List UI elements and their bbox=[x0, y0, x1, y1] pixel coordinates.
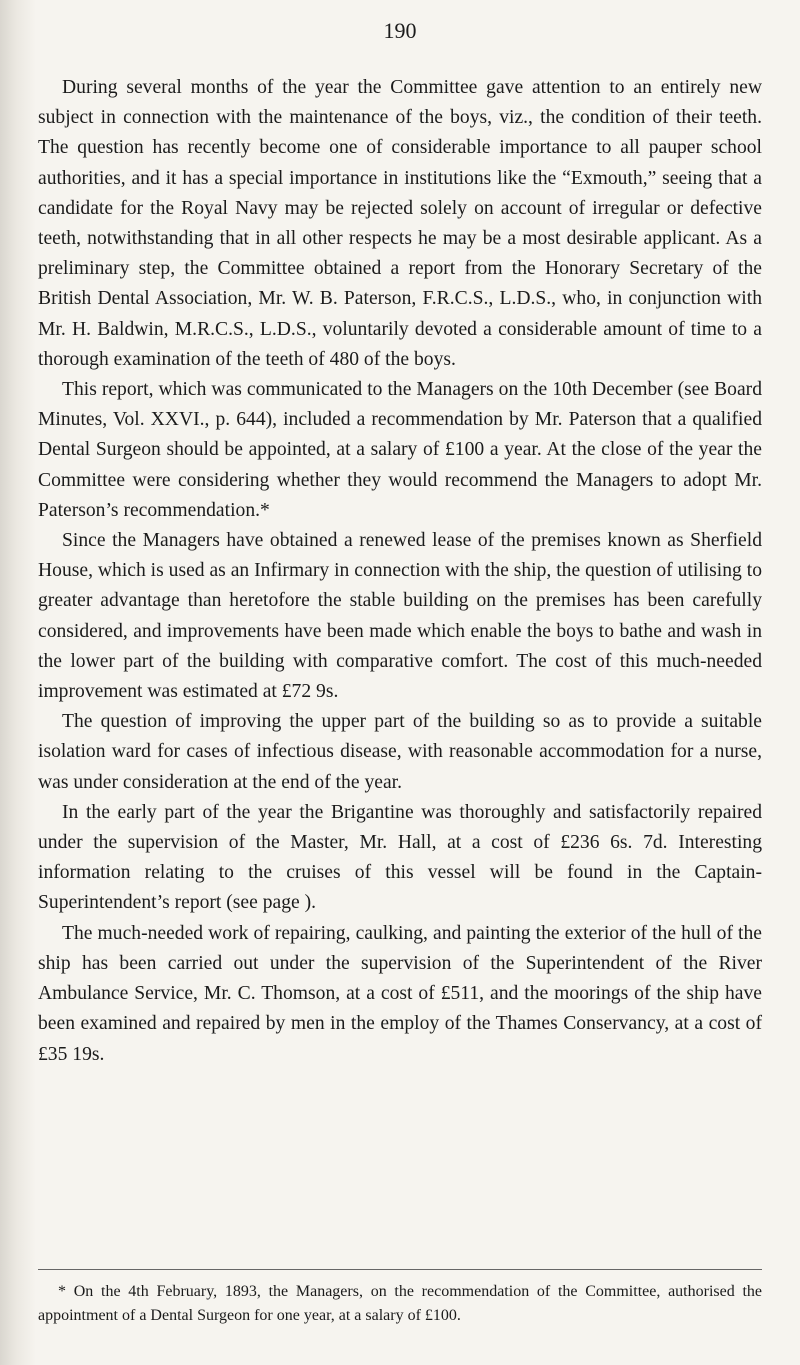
paragraph-sherfield-house: Since the Managers have obtained a renewed lease of the premises known as Sherfield House, which is used as an Infirmary in connection with the ship, the question of utilising to greater advantage than heretofore the stable building on the premises has been carefully considered, and improvements have been made which enable the boys to bathe and wash in the lower part of the building with comparative comfort. The cost of this much-needed improvement was estimated at £72 9s. bbox=[38, 530, 762, 703]
footnote: * On the 4th February, 1893, the Managers, on the recommendation of the Committee, authorised the appointment of a Dental Surgeon for one year, at a salary of £100. bbox=[38, 1283, 762, 1324]
paragraph-dental-report: This report, which was communicated to the Managers on the 10th December (see Board Minutes, Vol. XXVI., p. 644), included a recommendation by Mr. Paterson that a qualified Dental Surgeon should be appointed, at a salary of £100 a year. At the close of the year the Committee were considering whether they would recommend the Managers to adopt Mr. Paterson’s recommendation.* bbox=[38, 379, 762, 521]
paragraph-dental-examination: During several months of the year the Committee gave attention to an entirely new subject in connection with the maintenance of the boys, viz., the condition of their teeth. The question has recently become one of considerable importance to all pauper school authorities, and it has a special importance in institutions like the “Exmouth,” seeing that a candidate for the Royal Navy may be rejected solely on account of irregular or defective teeth, notwithstanding that in all other respects he may be a most desirable applicant. As a preliminary step, the Committee obtained a report from the Honorary Secretary of the British Dental Association, Mr. W. B. Paterson, F.R.C.S., L.D.S., who, in conjunction with Mr. H. Baldwin, M.R.C.S., L.D.S., voluntarily devoted a considerable amount of time to a thorough examination of the teeth of 480 of the boys. bbox=[38, 77, 762, 370]
paragraph-isolation-ward: The question of improving the upper part of the building so as to provide a suitable isolation ward for cases of infectious disease, with reasonable accommodation for a nurse, was under consideration at the end of the year. bbox=[38, 711, 762, 793]
body-text bbox=[38, 73, 762, 1070]
page-edge-shadow bbox=[0, 0, 36, 1365]
footnote-divider bbox=[38, 1269, 762, 1270]
paragraph-brigantine: In the early part of the year the Brigantine was thoroughly and satisfactorily repaired under the supervision of the Master, Mr. Hall, at a cost of £236 6s. 7d. Interesting information relating to the cruises of this vessel will be found in the Captain-Superintendent’s report (see page ). bbox=[38, 801, 762, 914]
page-number: 190 bbox=[383, 18, 417, 43]
paragraph-hull-repairs: The much-needed work of repairing, caulking, and painting the exterior of the hull of the ship has been carried out under the supervision of the Superintendent of the River Ambulance Service, Mr. C. Thomson, at a cost of £511, and the moorings of the ship have been examined and repaired by men in the employ of the Thames Conservancy, at a cost of £35 19s. bbox=[38, 922, 762, 1065]
